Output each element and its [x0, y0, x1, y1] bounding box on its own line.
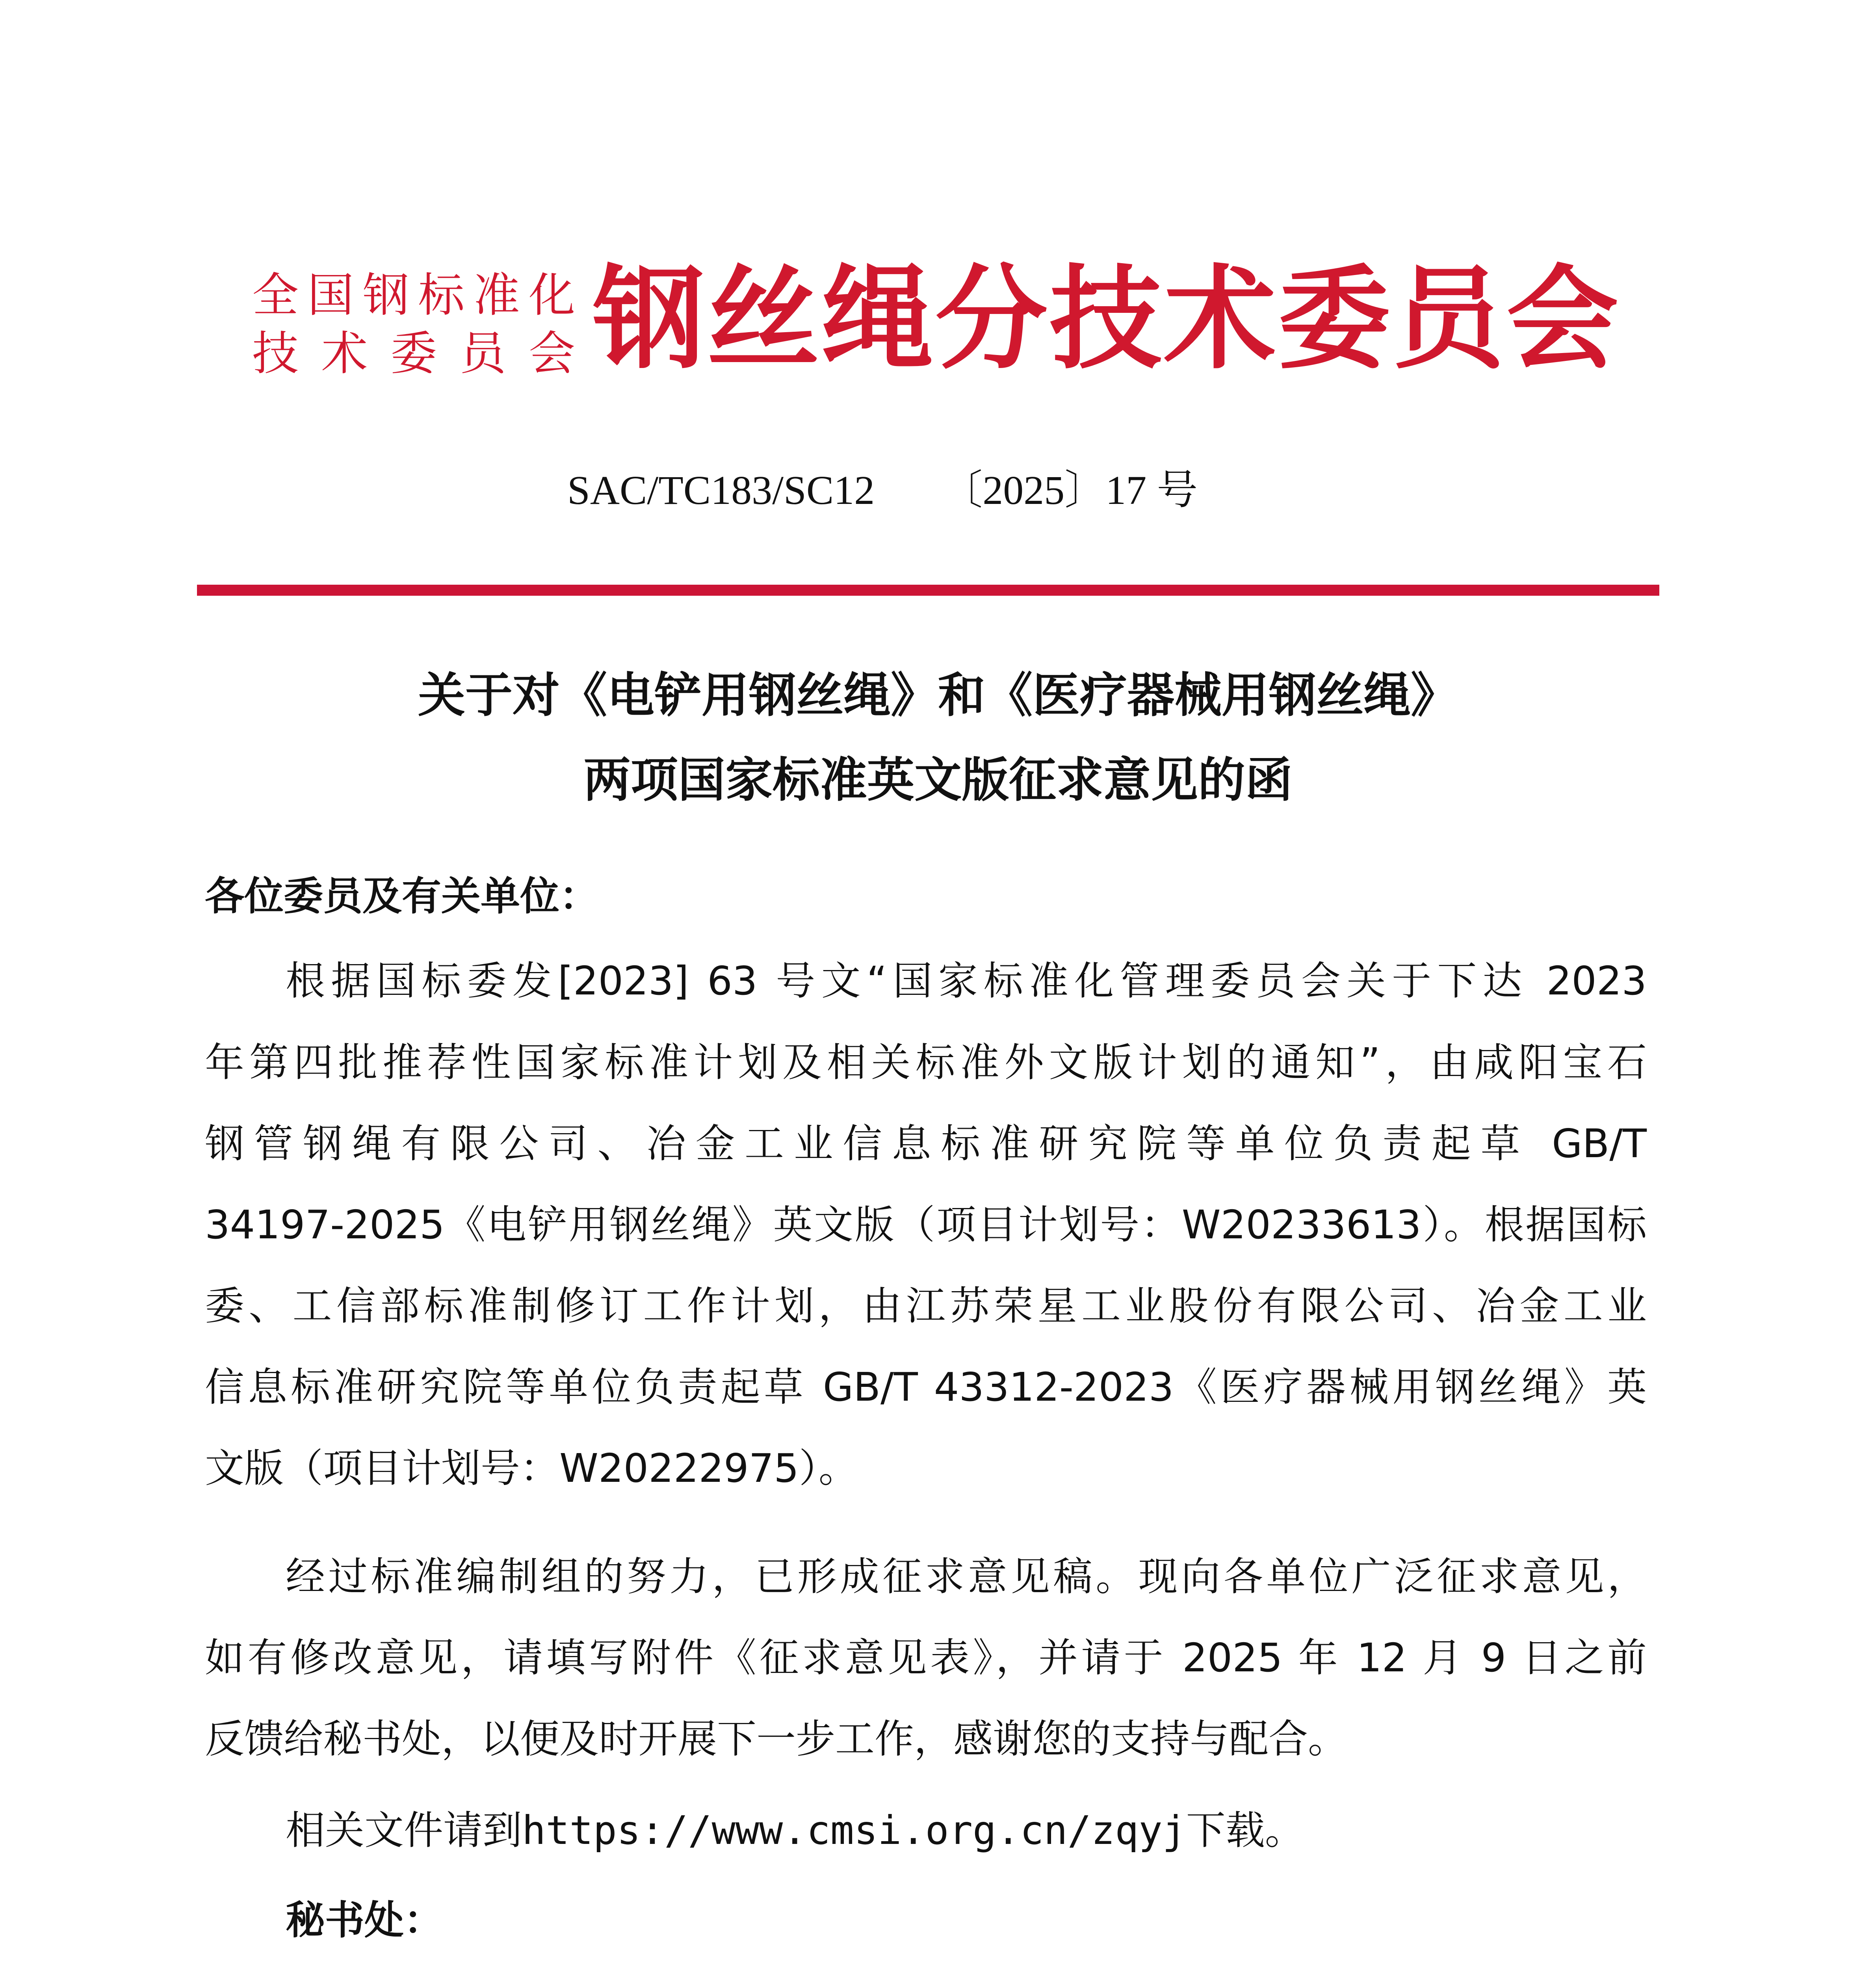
salutation: 各位委员及有关单位： — [205, 873, 599, 919]
letter-title-line-2: 两项国家标准英文版征求意见的函 — [583, 752, 1293, 808]
paragraph-1-line: 年第四批推荐性国家标准计划及相关标准外文版计划的通知”，由咸阳宝石 — [205, 1039, 1647, 1085]
document-number — [567, 465, 1316, 516]
org-name-line-1: 全国钢标准化 — [252, 268, 575, 322]
download-prefix: 相关文件请到 — [286, 1807, 522, 1853]
paragraph-2-line: 经过标准编制组的努力，已形成征求意见稿。现向各单位广泛征求意见， — [286, 1554, 1647, 1600]
paragraph-1-line: 钢管钢绳有限公司、冶金工业信息标准研究院等单位负责起草 GB/T — [205, 1121, 1647, 1167]
download-suffix: 下载。 — [1186, 1807, 1304, 1853]
org-name-line-2: 技术委员会 — [252, 326, 575, 381]
red-divider — [197, 585, 1659, 596]
paragraph-2-line: 如有修改意见，请填写附件《征求意见表》，并请于 2025 年 12 月 9 日之前 — [205, 1635, 1647, 1681]
letter-title-line-1: 关于对《电铲用钢丝绳》和《医疗器械用钢丝绳》 — [418, 667, 1458, 723]
paragraph-2-line: 反馈给秘书处，以便及时开展下一步工作，感谢您的支持与配合。 — [205, 1716, 1347, 1762]
paragraph-1-line: 34197-2025《电铲用钢丝绳》英文版（项目计划号：W20233613）。根据国标 — [205, 1202, 1647, 1248]
paragraph-1-line: 信息标准研究院等单位负责起草 GB/T 43312-2023《医疗器械用钢丝绳》英 — [205, 1364, 1647, 1410]
paragraph-1-line: 委、工信部标准制修订工作计划，由江苏荣星工业股份有限公司、冶金工业 — [205, 1283, 1647, 1329]
paragraph-1-line: 根据国标委发[2023] 63 号文“国家标准化管理委员会关于下达 2023 — [286, 958, 1647, 1004]
paragraph-1-line: 文版（项目计划号：W20222975）。 — [205, 1445, 858, 1491]
download-line — [286, 1801, 1647, 1860]
doc-code: SAC/TC183/SC12 — [567, 468, 875, 513]
committee-name: 钢丝绳分技术委员会 — [593, 254, 1619, 384]
download-link[interactable]: https://www.cmsi.org.cn/zqyj — [522, 1807, 1186, 1853]
secretariat-label: 秘书处： — [286, 1897, 443, 1943]
doc-year-number: 〔2025〕17 号 — [942, 468, 1198, 513]
